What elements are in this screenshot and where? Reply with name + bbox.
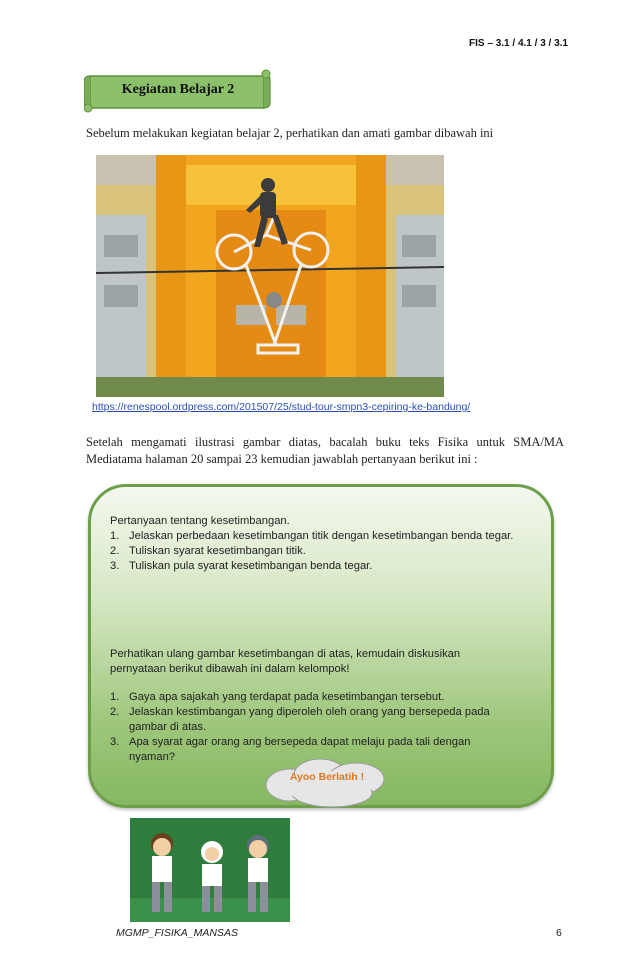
students-illustration <box>130 818 290 922</box>
list-item: 3. Apa syarat agar orang ang bersepeda dapat melaju pada tali dengan nyaman? <box>110 736 471 763</box>
document-code: FIS – 3.1 / 4.1 / 3 / 3.1 <box>469 38 568 49</box>
photo-source-link[interactable]: https://renespool.ordpress.com/201507/25/stud-tour-smpn3-cepiring-ke-bandung/ <box>92 401 471 413</box>
list-item: 2. Jelaskan kestimbangan yang diperoleh oleh orang yang bersepeda pada gambar di atas. <box>110 706 490 733</box>
list-item: 2. Tuliskan syarat kesetimbangan titik. <box>110 545 306 557</box>
questions-heading: Pertanyaan tentang kesetimbangan. <box>110 515 290 527</box>
list-item: 3. Tuliskan pula syarat kesetimbangan benda tegar. <box>110 560 373 572</box>
cloud-label: Ayoo Berlatih ! <box>289 771 365 783</box>
list-item: 1. Gaya apa sajakah yang terdapat pada kesetimbangan tersebut. <box>110 691 445 703</box>
activity-banner <box>84 68 272 114</box>
discussion-list <box>110 690 510 765</box>
intro-text: Sebelum melakukan kegiatan belajar 2, perhatikan dan amati gambar dibawah ini <box>86 126 494 140</box>
instruction-text: Setelah mengamati ilustrasi gambar diatas, bacalah buku teks Fisika untuk SMA/MA Mediatama halaman 20 sampai 23 kemudian jawablah pertanyaan berikut ini : <box>86 435 564 466</box>
list-item: 1. Jelaskan perbedaan kesetimbangan titik dengan kesetimbangan benda tegar. <box>110 530 514 542</box>
activity-title: Kegiatan Belajar 2 <box>121 82 235 97</box>
cyclist-on-rope-photo <box>96 155 444 397</box>
discussion-heading: Perhatikan ulang gambar kesetimbangan di atas, kemudain diskusikan pernyataan berikut dibawah ini dalam kelompok! <box>110 648 461 675</box>
questions-list <box>110 529 520 574</box>
footer-organization: MGMP_FISIKA_MANSAS <box>116 927 238 939</box>
page-number: 6 <box>556 927 562 939</box>
